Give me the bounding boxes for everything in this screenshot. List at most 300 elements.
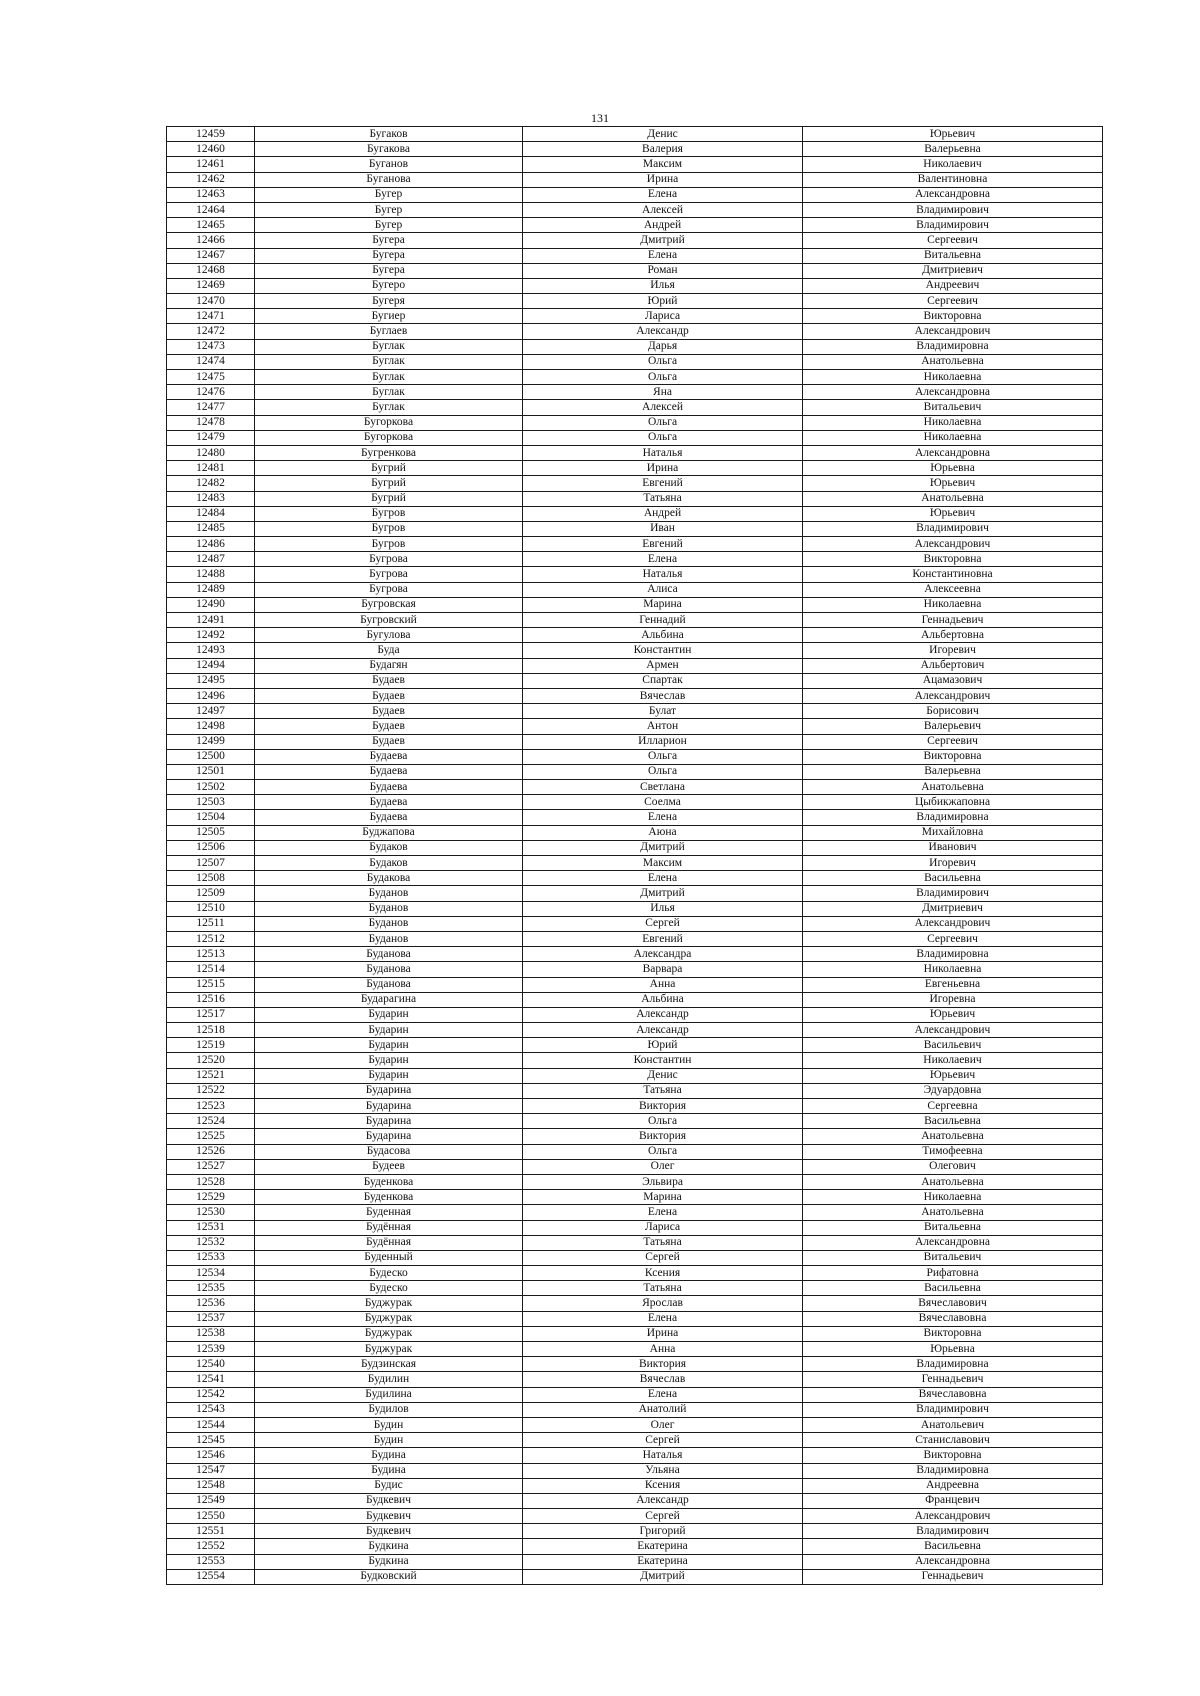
table-row [167, 764, 1103, 779]
patronymic-cell: Иванович [803, 840, 1103, 855]
table-row [167, 1296, 1103, 1311]
table-row [167, 1159, 1103, 1174]
surname-cell: Будковский [255, 1569, 523, 1584]
first-name-cell: Булат [523, 704, 803, 719]
surname-cell: Бугаков [255, 127, 523, 142]
record-number-cell: 12509 [167, 886, 255, 901]
first-name-cell: Илья [523, 278, 803, 293]
table-row [167, 582, 1103, 597]
record-number-cell: 12514 [167, 962, 255, 977]
first-name-cell: Ульяна [523, 1463, 803, 1478]
patronymic-cell: Сергеевич [803, 233, 1103, 248]
table-row [167, 719, 1103, 734]
table-row [167, 658, 1103, 673]
first-name-cell: Ольга [523, 354, 803, 369]
surname-cell: Будаева [255, 764, 523, 779]
surname-cell: Будённая [255, 1220, 523, 1235]
patronymic-cell: Викторовна [803, 552, 1103, 567]
record-number-cell: 12527 [167, 1159, 255, 1174]
patronymic-cell: Александровна [803, 385, 1103, 400]
first-name-cell: Анна [523, 1342, 803, 1357]
patronymic-cell: Цыбикжаповна [803, 795, 1103, 810]
table-row [167, 127, 1103, 142]
surname-cell: Бугрий [255, 476, 523, 491]
record-number-cell: 12505 [167, 825, 255, 840]
table-row [167, 871, 1103, 886]
patronymic-cell: Сергеевна [803, 1099, 1103, 1114]
patronymic-cell: Альбертович [803, 658, 1103, 673]
record-number-cell: 12534 [167, 1266, 255, 1281]
record-number-cell: 12497 [167, 704, 255, 719]
table-row [167, 856, 1103, 871]
table-row [167, 537, 1103, 552]
record-number-cell: 12465 [167, 218, 255, 233]
surname-cell: Буданов [255, 931, 523, 946]
first-name-cell: Евгений [523, 476, 803, 491]
patronymic-cell: Игоревич [803, 856, 1103, 871]
surname-cell: Будаева [255, 780, 523, 795]
patronymic-cell: Владимирович [803, 521, 1103, 536]
record-number-cell: 12538 [167, 1326, 255, 1341]
patronymic-cell: Юрьевич [803, 1007, 1103, 1022]
table-row [167, 354, 1103, 369]
first-name-cell: Максим [523, 157, 803, 172]
record-number-cell: 12519 [167, 1038, 255, 1053]
surname-cell: Будкина [255, 1539, 523, 1554]
patronymic-cell: Александровна [803, 445, 1103, 460]
record-number-cell: 12535 [167, 1281, 255, 1296]
patronymic-cell: Станиславович [803, 1433, 1103, 1448]
table-row [167, 263, 1103, 278]
patronymic-cell: Викторовна [803, 749, 1103, 764]
patronymic-cell: Николаевич [803, 1053, 1103, 1068]
table-row [167, 1007, 1103, 1022]
patronymic-cell: Геннадьевич [803, 1569, 1103, 1584]
record-number-cell: 12510 [167, 901, 255, 916]
record-number-cell: 12525 [167, 1129, 255, 1144]
page-number: 131 [591, 111, 609, 125]
surname-cell: Буджурак [255, 1296, 523, 1311]
first-name-cell: Антон [523, 719, 803, 734]
table-row [167, 1433, 1103, 1448]
patronymic-cell: Юрьевич [803, 1068, 1103, 1083]
record-number-cell: 12521 [167, 1068, 255, 1083]
surname-cell: Бударина [255, 1114, 523, 1129]
surname-cell: Будин [255, 1433, 523, 1448]
record-number-cell: 12477 [167, 400, 255, 415]
surname-cell: Будаев [255, 688, 523, 703]
record-number-cell: 12522 [167, 1083, 255, 1098]
surname-cell: Будилина [255, 1387, 523, 1402]
patronymic-cell: Алексеевна [803, 582, 1103, 597]
patronymic-cell: Николаевич [803, 157, 1103, 172]
patronymic-cell: Александрович [803, 324, 1103, 339]
surname-cell: Буджапова [255, 825, 523, 840]
surname-cell: Буда [255, 643, 523, 658]
record-number-cell: 12478 [167, 415, 255, 430]
first-name-cell: Татьяна [523, 1083, 803, 1098]
record-number-cell: 12472 [167, 324, 255, 339]
record-number-cell: 12487 [167, 552, 255, 567]
surname-cell: Будённая [255, 1235, 523, 1250]
surname-cell: Будина [255, 1448, 523, 1463]
patronymic-cell: Николаевна [803, 1190, 1103, 1205]
first-name-cell: Дарья [523, 339, 803, 354]
patronymic-cell: Дмитриевич [803, 263, 1103, 278]
record-number-cell: 12523 [167, 1099, 255, 1114]
table-row [167, 1554, 1103, 1569]
first-name-cell: Юрий [523, 294, 803, 309]
surname-cell: Буданова [255, 977, 523, 992]
patronymic-cell: Викторовна [803, 1326, 1103, 1341]
table-row [167, 1281, 1103, 1296]
first-name-cell: Елена [523, 1387, 803, 1402]
table-row [167, 1129, 1103, 1144]
surname-cell: Бугоркова [255, 430, 523, 445]
first-name-cell: Армен [523, 658, 803, 673]
surname-cell: Бугера [255, 263, 523, 278]
patronymic-cell: Васильевна [803, 1539, 1103, 1554]
patronymic-cell: Валерьевна [803, 764, 1103, 779]
surname-cell: Будкевич [255, 1524, 523, 1539]
surname-cell: Будина [255, 1463, 523, 1478]
patronymic-cell: Николаевна [803, 962, 1103, 977]
surname-cell: Буданов [255, 886, 523, 901]
record-number-cell: 12550 [167, 1509, 255, 1524]
record-number-cell: 12473 [167, 339, 255, 354]
table-row [167, 1342, 1103, 1357]
table-row [167, 142, 1103, 157]
patronymic-cell: Витальевна [803, 248, 1103, 263]
surname-cell: Бударина [255, 1099, 523, 1114]
first-name-cell: Ярослав [523, 1296, 803, 1311]
table-row [167, 1190, 1103, 1205]
surname-cell: Бугренкова [255, 445, 523, 460]
first-name-cell: Алексей [523, 202, 803, 217]
record-number-cell: 12537 [167, 1311, 255, 1326]
surname-cell: Будаев [255, 673, 523, 688]
patronymic-cell: Францевич [803, 1493, 1103, 1508]
patronymic-cell: Владимировна [803, 810, 1103, 825]
first-name-cell: Татьяна [523, 491, 803, 506]
table-row [167, 1023, 1103, 1038]
record-number-cell: 12484 [167, 506, 255, 521]
table-row [167, 1174, 1103, 1189]
patronymic-cell: Вячеславович [803, 1296, 1103, 1311]
patronymic-cell: Андреевич [803, 278, 1103, 293]
table-row [167, 521, 1103, 536]
patronymic-cell: Николаевна [803, 415, 1103, 430]
surname-cell: Буглак [255, 370, 523, 385]
surname-cell: Будис [255, 1478, 523, 1493]
record-number-cell: 12463 [167, 187, 255, 202]
first-name-cell: Ирина [523, 172, 803, 187]
first-name-cell: Ксения [523, 1478, 803, 1493]
first-name-cell: Андрей [523, 506, 803, 521]
table-row [167, 840, 1103, 855]
patronymic-cell: Васильевна [803, 871, 1103, 886]
first-name-cell: Ирина [523, 1326, 803, 1341]
first-name-cell: Сергей [523, 1509, 803, 1524]
table-row [167, 309, 1103, 324]
surname-cell: Бугеря [255, 294, 523, 309]
record-number-cell: 12467 [167, 248, 255, 263]
surname-cell: Бугера [255, 233, 523, 248]
first-name-cell: Александра [523, 947, 803, 962]
first-name-cell: Олег [523, 1159, 803, 1174]
first-name-cell: Елена [523, 248, 803, 263]
table-row [167, 172, 1103, 187]
table-row [167, 992, 1103, 1007]
record-number-cell: 12504 [167, 810, 255, 825]
surname-cell: Бударин [255, 1023, 523, 1038]
surname-cell: Будаева [255, 795, 523, 810]
surname-cell: Будасова [255, 1144, 523, 1159]
patronymic-cell: Валентиновна [803, 172, 1103, 187]
record-number-cell: 12553 [167, 1554, 255, 1569]
table-row [167, 1417, 1103, 1432]
first-name-cell: Илларион [523, 734, 803, 749]
table-row [167, 445, 1103, 460]
record-number-cell: 12545 [167, 1433, 255, 1448]
table-row [167, 1402, 1103, 1417]
first-name-cell: Ольга [523, 1114, 803, 1129]
table-row [167, 749, 1103, 764]
surname-cell: Бударин [255, 1007, 523, 1022]
first-name-cell: Ольга [523, 415, 803, 430]
first-name-cell: Елена [523, 187, 803, 202]
surname-cell: Буглак [255, 354, 523, 369]
record-number-cell: 12498 [167, 719, 255, 734]
patronymic-cell: Александрович [803, 1023, 1103, 1038]
surname-cell: Бугрова [255, 582, 523, 597]
record-number-cell: 12541 [167, 1372, 255, 1387]
first-name-cell: Денис [523, 1068, 803, 1083]
record-number-cell: 12528 [167, 1174, 255, 1189]
table-row [167, 1205, 1103, 1220]
table-row [167, 278, 1103, 293]
record-number-cell: 12518 [167, 1023, 255, 1038]
surname-cell: Будеев [255, 1159, 523, 1174]
record-number-cell: 12531 [167, 1220, 255, 1235]
patronymic-cell: Анатольевна [803, 491, 1103, 506]
table-row [167, 1448, 1103, 1463]
surname-cell: Бугрий [255, 461, 523, 476]
first-name-cell: Наталья [523, 567, 803, 582]
table-row [167, 202, 1103, 217]
table-row [167, 825, 1103, 840]
first-name-cell: Иван [523, 521, 803, 536]
patronymic-cell: Васильевна [803, 1281, 1103, 1296]
patronymic-cell: Дмитриевич [803, 901, 1103, 916]
patronymic-cell: Владимировна [803, 339, 1103, 354]
record-number-cell: 12501 [167, 764, 255, 779]
record-number-cell: 12502 [167, 780, 255, 795]
surname-cell: Будзинская [255, 1357, 523, 1372]
patronymic-cell: Олегович [803, 1159, 1103, 1174]
patronymic-cell: Анатольевна [803, 780, 1103, 795]
record-number-cell: 12526 [167, 1144, 255, 1159]
record-number-cell: 12482 [167, 476, 255, 491]
patronymic-cell: Анатольевна [803, 1205, 1103, 1220]
surname-cell: Будаков [255, 856, 523, 871]
table-row [167, 931, 1103, 946]
surname-cell: Бугрова [255, 567, 523, 582]
table-row [167, 916, 1103, 931]
first-name-cell: Татьяна [523, 1235, 803, 1250]
record-number-cell: 12546 [167, 1448, 255, 1463]
first-name-cell: Ольга [523, 430, 803, 445]
table-row [167, 1144, 1103, 1159]
surname-cell: Буглак [255, 400, 523, 415]
patronymic-cell: Евгеньевна [803, 977, 1103, 992]
first-name-cell: Александр [523, 1493, 803, 1508]
record-number-cell: 12496 [167, 688, 255, 703]
surname-cell: Буденный [255, 1250, 523, 1265]
record-number-cell: 12460 [167, 142, 255, 157]
patronymic-cell: Владимирович [803, 1524, 1103, 1539]
table-row [167, 1539, 1103, 1554]
first-name-cell: Алексей [523, 400, 803, 415]
first-name-cell: Лариса [523, 1220, 803, 1235]
patronymic-cell: Александрович [803, 916, 1103, 931]
record-number-cell: 12530 [167, 1205, 255, 1220]
table-row [167, 1038, 1103, 1053]
surname-cell: Буджурак [255, 1326, 523, 1341]
record-number-cell: 12507 [167, 856, 255, 871]
table-row [167, 567, 1103, 582]
table-row [167, 1493, 1103, 1508]
table-row [167, 673, 1103, 688]
surname-cell: Буданова [255, 947, 523, 962]
patronymic-cell: Юрьевич [803, 476, 1103, 491]
patronymic-cell: Владимирович [803, 218, 1103, 233]
surname-cell: Бударина [255, 1129, 523, 1144]
record-number-cell: 12476 [167, 385, 255, 400]
table-row [167, 688, 1103, 703]
first-name-cell: Ирина [523, 461, 803, 476]
record-number-cell: 12490 [167, 597, 255, 612]
first-name-cell: Аюна [523, 825, 803, 840]
table-row [167, 1569, 1103, 1584]
first-name-cell: Екатерина [523, 1539, 803, 1554]
surname-cell: Бугиер [255, 309, 523, 324]
table-row [167, 233, 1103, 248]
surname-cell: Будкевич [255, 1493, 523, 1508]
first-name-cell: Сергей [523, 916, 803, 931]
patronymic-cell: Валерьевна [803, 142, 1103, 157]
patronymic-cell: Николаевна [803, 370, 1103, 385]
patronymic-cell: Игоревич [803, 643, 1103, 658]
record-number-cell: 12459 [167, 127, 255, 142]
record-number-cell: 12461 [167, 157, 255, 172]
patronymic-cell: Геннадьевич [803, 613, 1103, 628]
patronymic-cell: Александровна [803, 1554, 1103, 1569]
first-name-cell: Яна [523, 385, 803, 400]
surname-cell: Будакова [255, 871, 523, 886]
patronymic-cell: Тимофеевна [803, 1144, 1103, 1159]
surname-cell: Будин [255, 1417, 523, 1432]
patronymic-cell: Витальевич [803, 400, 1103, 415]
table-row [167, 324, 1103, 339]
table-row [167, 1053, 1103, 1068]
patronymic-cell: Андреевна [803, 1478, 1103, 1493]
surname-cell: Бугер [255, 218, 523, 233]
patronymic-cell: Анатольевна [803, 1129, 1103, 1144]
first-name-cell: Спартак [523, 673, 803, 688]
first-name-cell: Илья [523, 901, 803, 916]
record-number-cell: 12551 [167, 1524, 255, 1539]
first-name-cell: Александр [523, 1007, 803, 1022]
surname-cell: Буджурак [255, 1311, 523, 1326]
first-name-cell: Геннадий [523, 613, 803, 628]
table-row [167, 613, 1103, 628]
record-number-cell: 12469 [167, 278, 255, 293]
patronymic-cell: Сергеевич [803, 294, 1103, 309]
record-number-cell: 12494 [167, 658, 255, 673]
record-number-cell: 12468 [167, 263, 255, 278]
first-name-cell: Елена [523, 1205, 803, 1220]
first-name-cell: Ольга [523, 764, 803, 779]
register-body [167, 127, 1103, 1585]
surname-cell: Будаев [255, 719, 523, 734]
first-name-cell: Анатолий [523, 1402, 803, 1417]
table-row [167, 628, 1103, 643]
table-row [167, 1099, 1103, 1114]
record-number-cell: 12529 [167, 1190, 255, 1205]
patronymic-cell: Альбертовна [803, 628, 1103, 643]
surname-cell: Бугер [255, 202, 523, 217]
table-row [167, 643, 1103, 658]
surname-cell: Буглак [255, 339, 523, 354]
record-number-cell: 12515 [167, 977, 255, 992]
surname-cell: Бугулова [255, 628, 523, 643]
surname-cell: Буджурак [255, 1342, 523, 1357]
patronymic-cell: Викторовна [803, 1448, 1103, 1463]
table-row [167, 1524, 1103, 1539]
table-row [167, 339, 1103, 354]
patronymic-cell: Владимировна [803, 1463, 1103, 1478]
record-number-cell: 12508 [167, 871, 255, 886]
patronymic-cell: Вячеславовна [803, 1311, 1103, 1326]
table-row [167, 187, 1103, 202]
first-name-cell: Вячеслав [523, 688, 803, 703]
first-name-cell: Елена [523, 871, 803, 886]
surname-cell: Будаева [255, 810, 523, 825]
name-register-table [166, 126, 1103, 1585]
first-name-cell: Дмитрий [523, 233, 803, 248]
patronymic-cell: Игоревна [803, 992, 1103, 1007]
patronymic-cell: Александрович [803, 688, 1103, 703]
surname-cell: Будкевич [255, 1509, 523, 1524]
table-row [167, 1387, 1103, 1402]
surname-cell: Будкина [255, 1554, 523, 1569]
table-row [167, 218, 1103, 233]
surname-cell: Бударагина [255, 992, 523, 1007]
table-row [167, 415, 1103, 430]
first-name-cell: Марина [523, 1190, 803, 1205]
table-row [167, 430, 1103, 445]
patronymic-cell: Анатольевич [803, 1417, 1103, 1432]
first-name-cell: Александр [523, 324, 803, 339]
table-row [167, 886, 1103, 901]
surname-cell: Бугров [255, 506, 523, 521]
first-name-cell: Елена [523, 810, 803, 825]
table-row [167, 780, 1103, 795]
table-row [167, 1463, 1103, 1478]
surname-cell: Будагян [255, 658, 523, 673]
first-name-cell: Денис [523, 127, 803, 142]
